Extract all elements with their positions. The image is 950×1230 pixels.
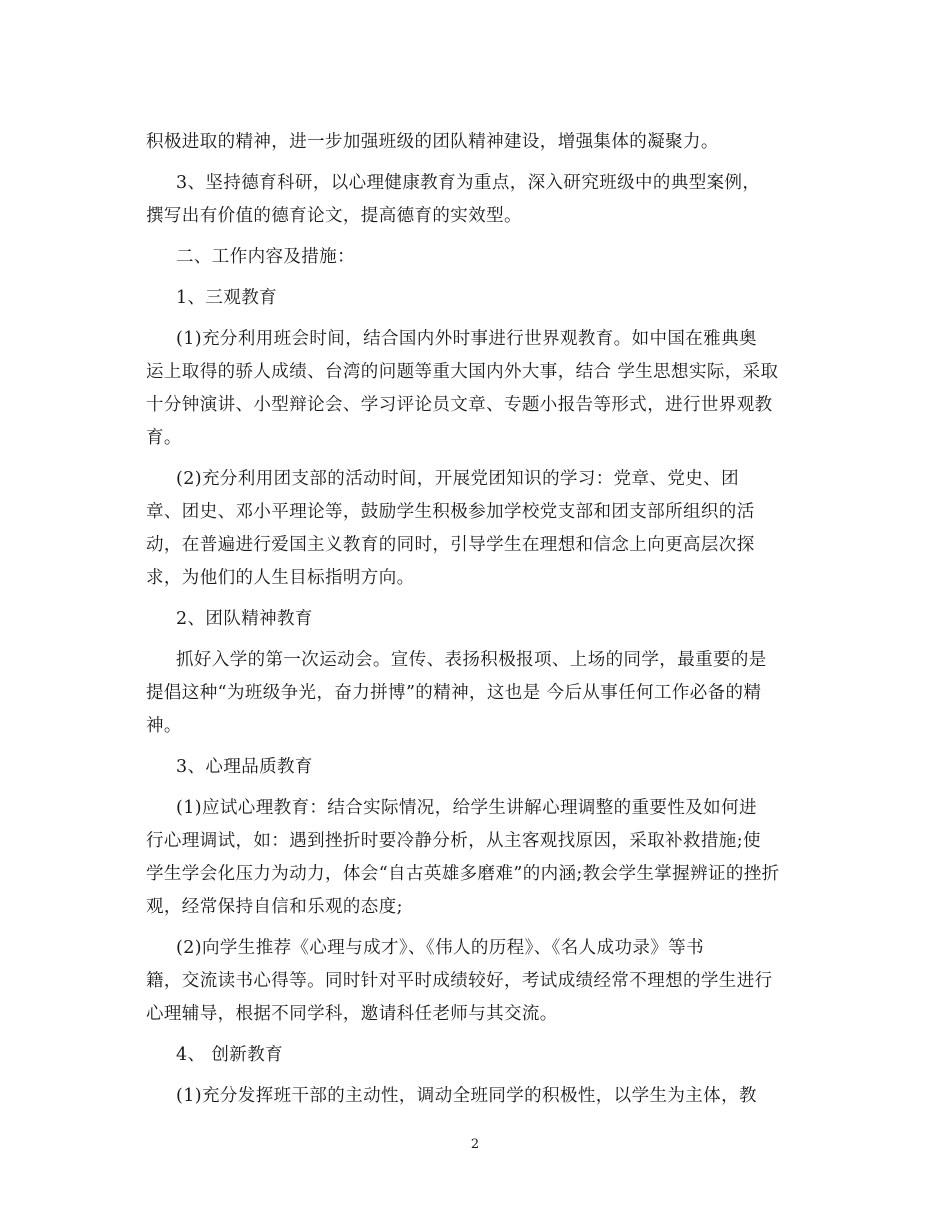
- text-line: 4、 创新教育: [176, 1045, 283, 1065]
- text-line: (2)向学生推荐《心理与成才》、《伟人的历程》、《名人成功录》等书: [176, 938, 704, 958]
- text-line: (1)充分利用班会时间，结合国内外时事进行世界观教育。如中国在雅典奥: [176, 329, 757, 349]
- page-number: 2: [470, 1137, 480, 1152]
- text-line: 抓好入学的第一次运动会。宣传、表扬积极报项、上场的同学，最重要的是: [176, 650, 767, 670]
- text-line: 动，在普遍进行爱国主义教育的同时，引导学生在理想和信念上向更高层次探: [146, 535, 755, 555]
- text-line: 3、坚持德育科研，以心理健康教育为重点，深入研究班级中的典型案例，: [176, 173, 761, 193]
- text-line: 心理辅导，根据不同学科，邀请科任老师与其交流。: [146, 1004, 558, 1024]
- text-line: 提倡这种“为班级争光，奋力拼博”的精神，这也是 今后从事任何工作必备的精: [146, 683, 762, 703]
- text-line: 十分钟演讲、小型辩论会、学习评论员文章、专题小报告等形式，进行世界观教: [146, 395, 773, 415]
- text-line: 求，为他们的人生目标指明方向。: [146, 568, 415, 588]
- text-line: 积极进取的精神，进一步加强班级的团队精神建设，增强集体的凝聚力。: [146, 132, 719, 152]
- text-line: (1)应试心理教育：结合实际情况，给学生讲解心理调整的重要性及如何进: [176, 798, 757, 818]
- text-line: 神。: [146, 716, 182, 736]
- text-line: 育。: [146, 428, 182, 448]
- text-line: 二、工作内容及措施：: [176, 247, 355, 267]
- text-line: (1)充分发挥班干部的主动性，调动全班同学的积极性，以学生为主体，教: [176, 1086, 757, 1106]
- text-line: 2、团队精神教育: [176, 609, 313, 629]
- text-line: (2)充分利用团支部的活动时间，开展党团知识的学习：党章、党史、团: [176, 469, 739, 489]
- text-line: 籍，交流读书心得等。同时针对平时成绩较好，考试成绩经常不理想的学生进行: [146, 971, 773, 991]
- text-line: 行心理调试，如：遇到挫折时要冷静分析，从主客观找原因，采取补救措施;使: [146, 831, 761, 851]
- text-line: 3、心理品质教育: [176, 757, 313, 777]
- text-line: 运上取得的骄人成绩、台湾的问题等重大国内外大事，结合 学生思想实际，采取: [146, 362, 779, 382]
- document-body: [146, 126, 814, 1113]
- text-line: 观，经常保持自信和乐观的态度;: [146, 897, 403, 917]
- text-line: 撰写出有价值的德育论文，提高德育的实效型。: [146, 206, 522, 226]
- text-line: 学生学会化压力为动力，体会“自古英雄多磨难”的内涵;教会学生掌握辨证的挫折: [146, 864, 780, 884]
- text-line: 章、团史、邓小平理论等，鼓励学生积极参加学校党支部和团支部所组织的活: [146, 502, 755, 522]
- text-line: 1、三观教育: [176, 288, 278, 308]
